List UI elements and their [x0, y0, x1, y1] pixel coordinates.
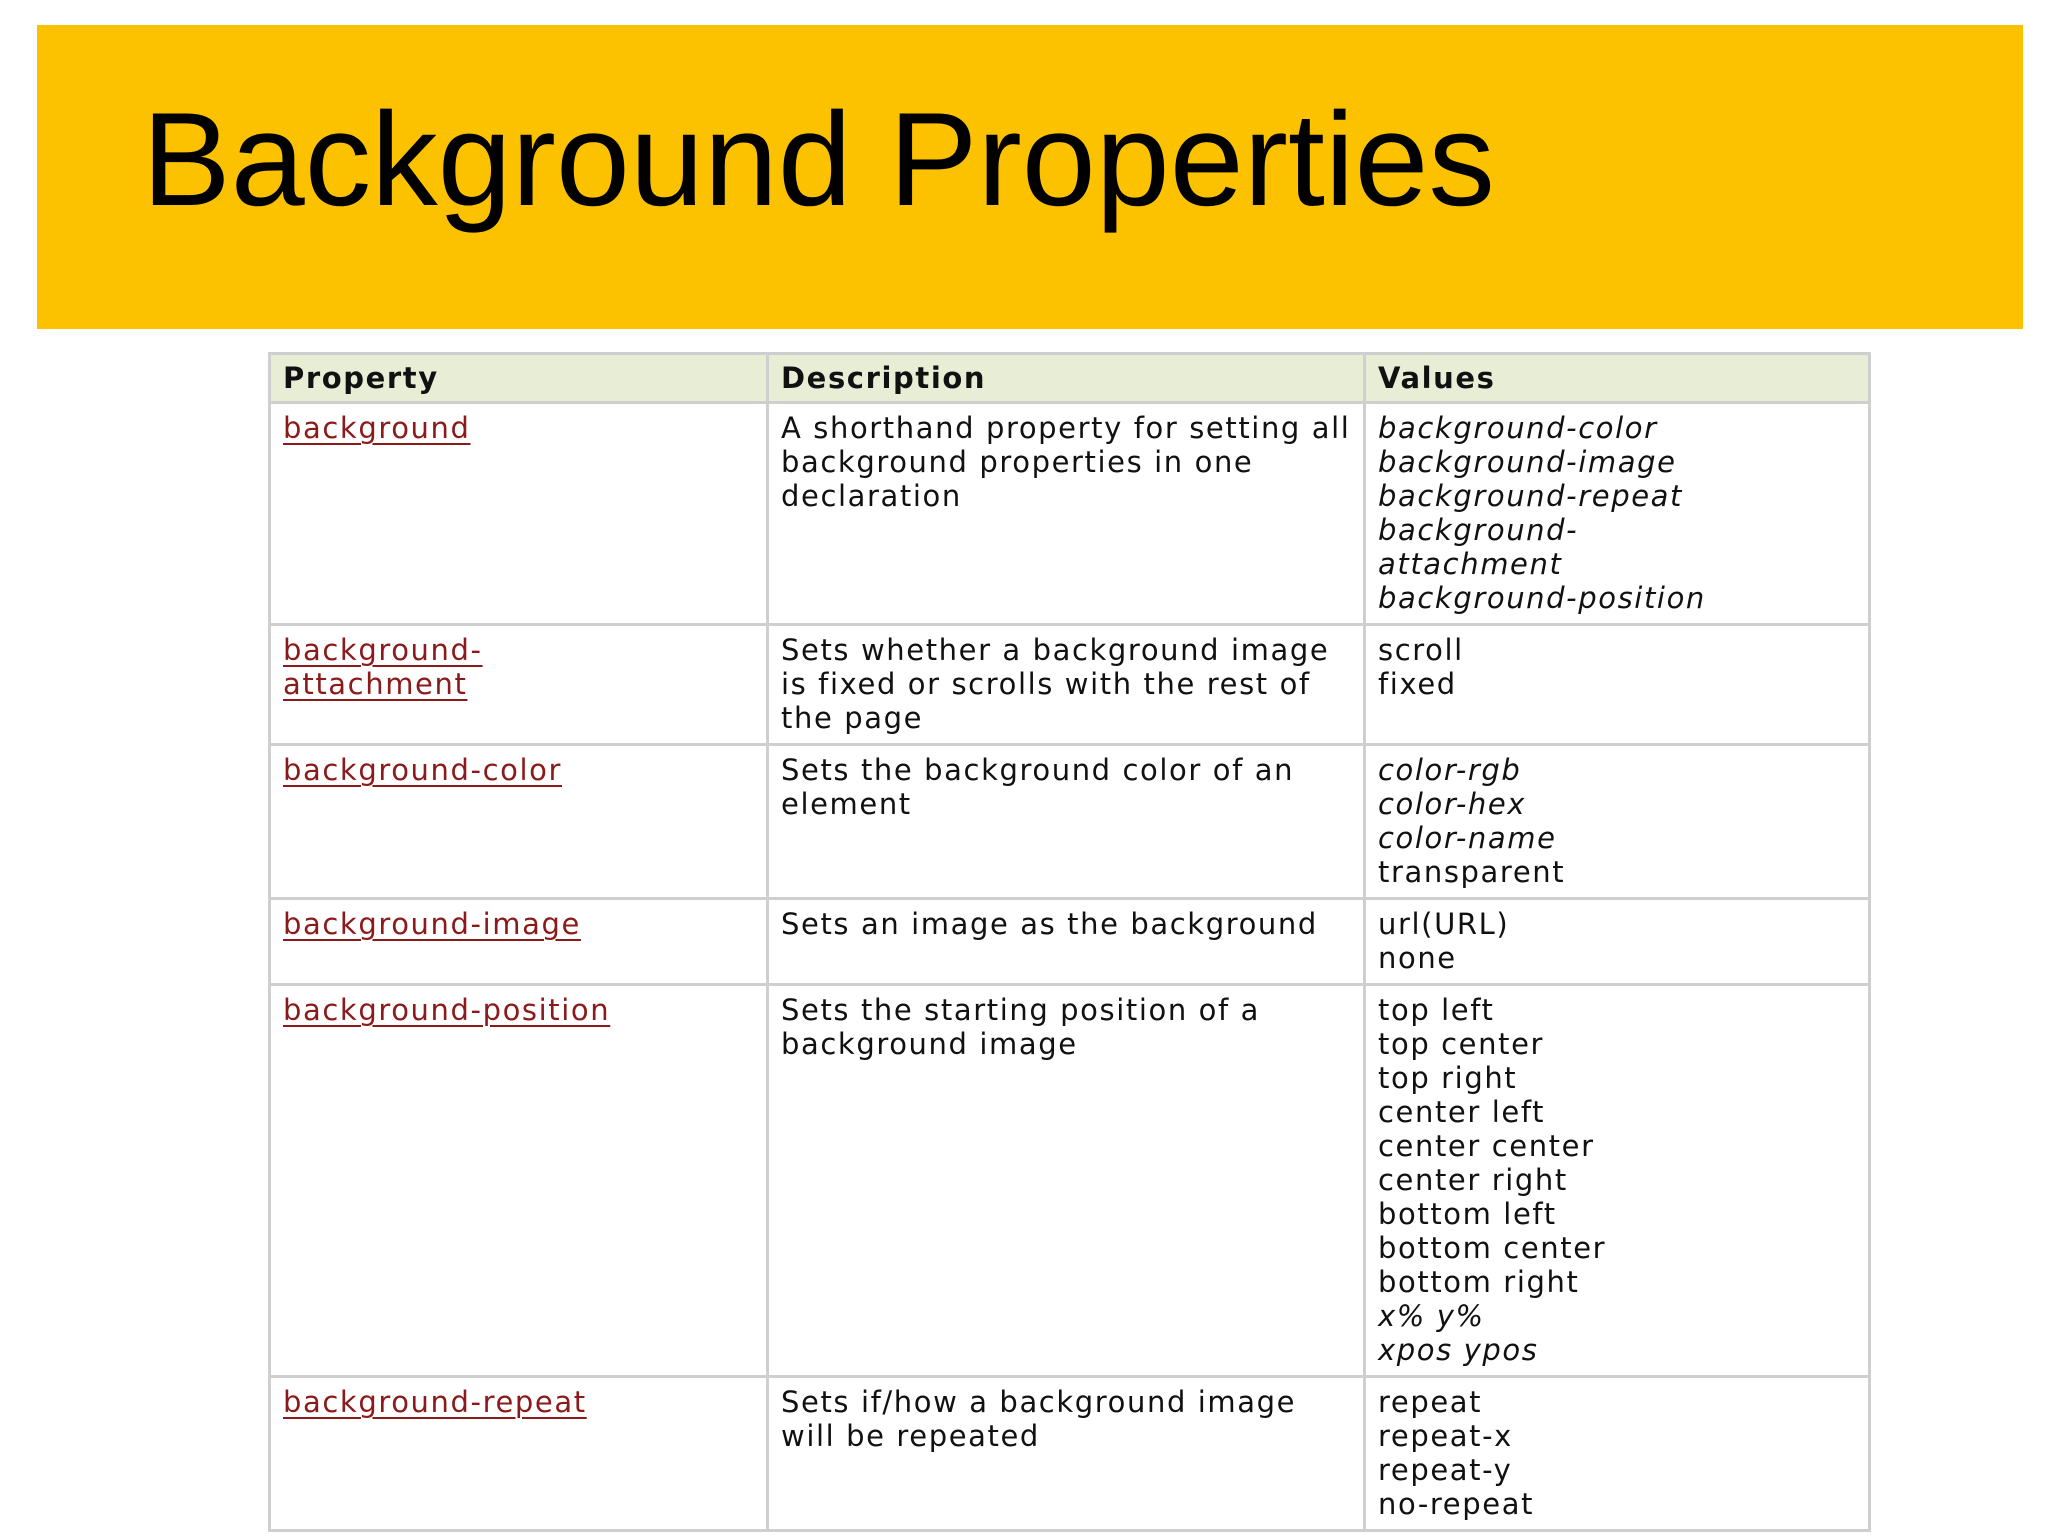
property-cell [270, 625, 768, 745]
table-row-background-image [270, 899, 1870, 985]
values-cell [1365, 899, 1870, 985]
value-item: top left [1378, 993, 1495, 1027]
value-item: no-repeat [1378, 1487, 1535, 1521]
property-link[interactable] [283, 633, 754, 701]
table-row-background-attachment [270, 625, 1870, 745]
property-link-text: background- [283, 633, 483, 667]
value-item: scroll [1378, 633, 1464, 667]
value-item: transparent [1378, 855, 1566, 889]
value-item: none [1378, 941, 1457, 975]
value-item: bottom center [1378, 1231, 1607, 1265]
properties-table [268, 352, 1871, 1532]
value-item: x% y% [1378, 1299, 1485, 1333]
table-row-background-repeat [270, 1377, 1870, 1531]
header-property: Property [270, 354, 768, 403]
property-link-text: background [283, 411, 471, 445]
property-link[interactable] [283, 907, 754, 941]
value-item: repeat-y [1378, 1453, 1513, 1487]
property-link[interactable] [283, 993, 754, 1027]
value-item: attachment [1378, 547, 1563, 581]
property-cell [270, 899, 768, 985]
values-cell [1365, 1377, 1870, 1531]
property-link-text: background-position [283, 993, 611, 1027]
description-cell: Sets whether a background image is fixed or scrolls with the rest of the page [768, 625, 1365, 745]
value-item: background-repeat [1378, 479, 1683, 513]
value-item: repeat [1378, 1385, 1483, 1419]
property-link-text: attachment [283, 667, 468, 701]
properties-table-container [268, 352, 1868, 1532]
table-row-background-position [270, 985, 1870, 1377]
property-link[interactable] [283, 753, 754, 787]
description-cell: A shorthand property for setting all background properties in one declaration [768, 403, 1365, 625]
description-cell: Sets the background color of an element [768, 745, 1365, 899]
value-item: bottom left [1378, 1197, 1557, 1231]
property-cell [270, 985, 768, 1377]
property-cell [270, 1377, 768, 1531]
property-link-text: background-image [283, 907, 581, 941]
values-cell [1365, 985, 1870, 1377]
value-item: background-position [1378, 581, 1706, 615]
value-item: background- [1378, 513, 1579, 547]
property-link[interactable] [283, 411, 754, 445]
value-item: bottom right [1378, 1265, 1580, 1299]
values-cell [1365, 403, 1870, 625]
value-item: top right [1378, 1061, 1518, 1095]
table-row-background-color [270, 745, 1870, 899]
property-link-text: background-color [283, 753, 562, 787]
value-item: xpos ypos [1378, 1333, 1539, 1367]
value-item: center right [1378, 1163, 1568, 1197]
value-item: color-name [1378, 821, 1557, 855]
header-description: Description [768, 354, 1365, 403]
slide-title: Background Properties [142, 86, 1495, 234]
property-cell [270, 403, 768, 625]
table-body [270, 403, 1870, 1531]
table-header-row [270, 354, 1870, 403]
values-cell [1365, 625, 1870, 745]
property-cell [270, 745, 768, 899]
table-row-background [270, 403, 1870, 625]
description-cell: Sets the starting position of a background image [768, 985, 1365, 1377]
value-item: color-hex [1378, 787, 1527, 821]
value-item: repeat-x [1378, 1419, 1513, 1453]
value-item: background-image [1378, 445, 1677, 479]
value-item: center left [1378, 1095, 1546, 1129]
value-item: top center [1378, 1027, 1545, 1061]
value-item: center center [1378, 1129, 1595, 1163]
description-cell: Sets if/how a background image will be repeated [768, 1377, 1365, 1531]
value-item: color-rgb [1378, 753, 1522, 787]
values-cell [1365, 745, 1870, 899]
header-values: Values [1365, 354, 1870, 403]
value-item: url(URL) [1378, 907, 1510, 941]
description-cell: Sets an image as the background [768, 899, 1365, 985]
value-item: background-color [1378, 411, 1658, 445]
property-link[interactable] [283, 1385, 754, 1419]
value-item: fixed [1378, 667, 1457, 701]
property-link-text: background-repeat [283, 1385, 587, 1419]
